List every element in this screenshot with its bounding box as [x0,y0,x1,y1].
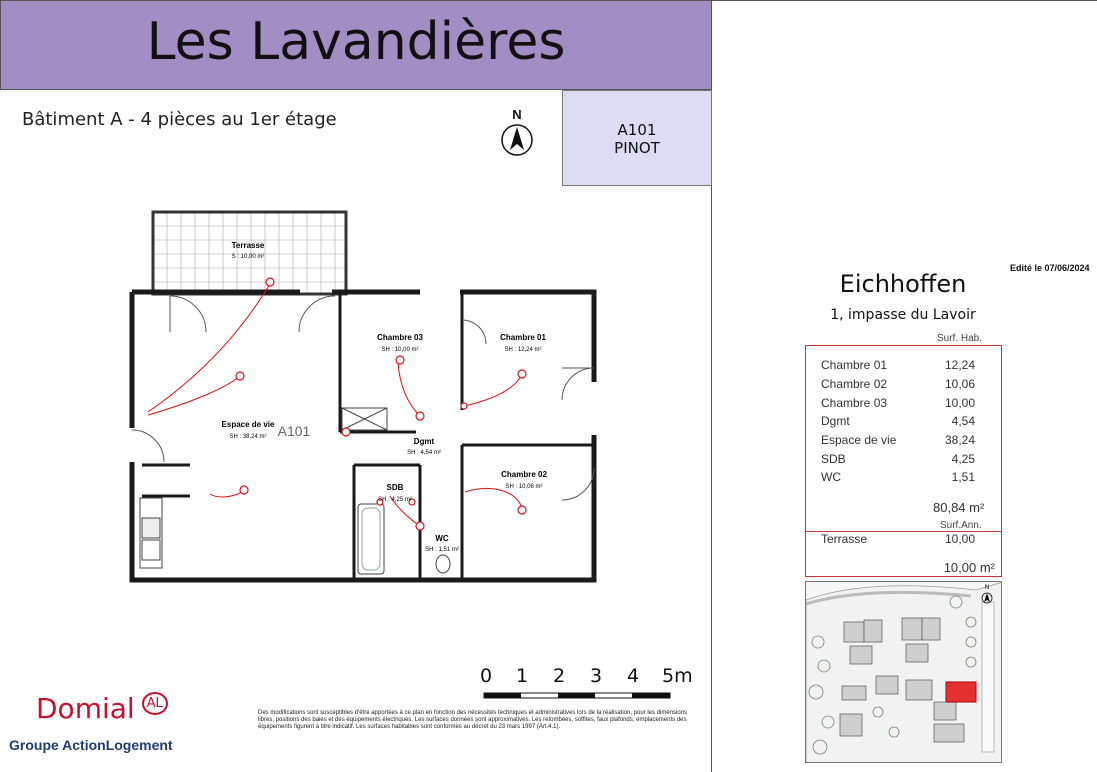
room-area: 10,00 [944,396,975,410]
toilet [436,555,450,573]
brand-logo [36,692,168,725]
table-row [821,396,981,410]
room-name: Terrasse [821,532,868,546]
sdb-area: SH : 4,25 m² [378,497,412,503]
scale-label: 5m [662,665,693,687]
brand-name: Domial [36,692,135,725]
edit-date: Edité le 07/06/2024 [1010,263,1090,273]
chambre01-area: SH : 12,24 m² [504,347,542,353]
room-name: Chambre 01 [821,358,888,372]
scale-labels [470,665,710,687]
site-map [805,581,1002,763]
room-name: SDB [821,452,846,466]
north-label: N [512,107,522,122]
room-area: 38,24 [944,433,975,447]
terrace-area [153,212,346,294]
unit-name: PINOT [614,139,660,157]
room-name: Dgmt [821,414,850,428]
room-area: 10,00 [944,532,975,546]
scale-label: 0 [480,665,493,687]
table-row [821,433,981,447]
brand-group: Groupe ActionLogement [9,737,173,753]
page-title: Les Lavandières [146,12,566,72]
room-area: 10,06 [944,377,975,391]
map-north-label: N [984,585,990,591]
unit-label: A101 [277,423,311,439]
city-name: Eichhoffen [839,270,967,298]
wc-area: SH : 1,51 m² [425,547,459,553]
brand-badge: AL [142,692,168,715]
unit-code: A101 [617,121,657,139]
unit-reference-box [562,90,712,186]
table-row [821,358,981,372]
dgmt-label: Dgmt [413,437,435,446]
chambre03-label: Chambre 03 [377,333,423,342]
scale-label: 1 [516,665,529,687]
table-row [821,377,981,391]
floor-plan [120,200,600,600]
chambre02-label: Chambre 02 [501,470,547,479]
address: 1, impasse du Lavoir [830,307,976,323]
dgmt-area: SH : 4,54 m² [407,450,441,456]
terrasse-area: S : 10,00 m² [231,254,265,260]
legal-disclaimer: Des modifications sont susceptibles d'être apportées à ce plan en fonction des nécessités techniques et administratives lors de la réalisation, pour les dimensions libres, positions des baies et des équipements électriques. Les surfaces données sont approximatives. Les retombées, soffites, faux plafonds, emplacements des équipements figurent à titre indicatif. Les surfaces habitables sont conformes au décret du 23 mars 1997 (Art.4.1). [258,710,688,730]
site-map-drawing [806,582,1002,763]
room-area: 4,25 [951,452,975,466]
surf-ann-label: Surf.Ann. [940,520,982,531]
room-area: 4,54 [951,414,975,428]
chambre02-area: SH : 10,06 m² [505,484,543,490]
scale-label: 3 [590,665,603,687]
scale-label: 4 [627,665,640,687]
espace-label: Espace de vie [221,420,275,429]
unit-location-marker [946,682,976,702]
room-name: Chambre 03 [821,396,888,410]
room-name: Chambre 02 [821,377,888,391]
compass-icon [499,122,535,158]
annex-table [805,531,1002,577]
table-row [821,532,981,546]
scale-ruler [470,689,710,705]
espace-area: SH : 38,24 m² [229,434,267,440]
room-area: 1,51 [951,470,975,484]
total-habitable: 80,84 m² [933,500,985,515]
scale-bar [470,665,710,705]
table-row [821,414,981,428]
surf-hab-label: Surf. Hab. [937,333,983,344]
room-name: Espace de vie [821,433,897,447]
table-row [821,470,981,484]
room-name: WC [821,470,841,484]
wc-label: WC [435,534,449,543]
building-subtitle: Bâtiment A - 4 pièces au 1er étage [22,109,337,130]
terrasse-label: Terrasse [231,241,265,250]
scale-label: 2 [553,665,566,687]
sdb-label: SDB [386,483,404,492]
chambre01-label: Chambre 01 [500,333,546,342]
total-annex: 10,00 m² [943,560,995,575]
north-indicator [497,107,537,161]
chambre03-area: SH : 10,00 m² [381,347,419,353]
electrical-points [236,278,526,530]
table-row [821,452,981,466]
room-area: 12,24 [944,358,975,372]
